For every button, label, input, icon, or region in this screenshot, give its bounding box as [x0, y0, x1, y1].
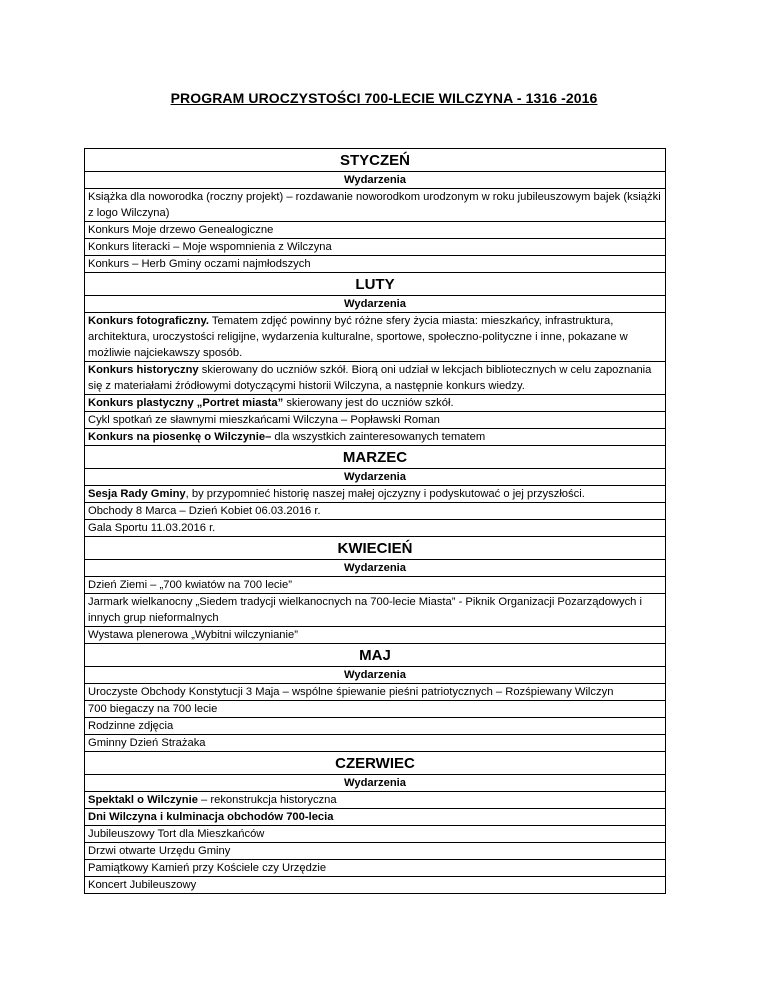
event-row [85, 576, 665, 593]
event-text: Gminny Dzień Strażaka [88, 737, 206, 749]
event-title-bold: Konkurs fotograficzny. [88, 315, 209, 327]
event-text: Cykl spotkań ze sławnymi mieszkańcami Wilczyna – Popławski Roman [88, 414, 440, 426]
event-row [85, 188, 665, 221]
event-row [85, 825, 665, 842]
events-subheading: Wydarzenia [85, 468, 665, 485]
event-text: Konkurs – Herb Gminy oczami najmłodszych [88, 258, 311, 270]
month-heading: STYCZEŃ [339, 152, 410, 169]
month-heading: CZERWIEC [85, 751, 665, 774]
event-row [85, 626, 665, 643]
event-text: Tematem zdjęć powinny być różne sfery życia miasta: mieszkańcy, infrastruktura, architektura, uroczystości religijne, wydarzenia kulturalne, sportowe, społeczno-polityczne i inne, pokazane w możliwie najciekawszy sposób. [88, 315, 628, 359]
month-heading: MARZEC [85, 445, 665, 468]
events-subheading: Wydarzenia [85, 559, 665, 576]
event-row [85, 238, 665, 255]
event-text: Konkurs Moje drzewo Genealogiczne [88, 224, 274, 236]
event-text: dla wszystkich zainteresowanych tematem [271, 431, 486, 443]
event-row [85, 734, 665, 751]
month-section [85, 272, 665, 445]
event-text: Jubileuszowy Tort dla Mieszkańców [88, 828, 265, 840]
event-title-bold: Konkurs plastyczny „Portret miasta” [88, 397, 284, 409]
event-text: , by przypomnieć historię naszej małej ojczyzny i podyskutować o jej przyszłości. [185, 488, 585, 500]
event-text: Konkurs literacki – Moje wspomnienia z Wilczyna [88, 241, 332, 253]
event-text: Uroczyste Obchody Konstytucji 3 Maja – wspólne śpiewanie pieśni patriotycznych – Rozśpiewany Wilczyn [88, 686, 614, 698]
events-subheading: Wydarzenia [85, 295, 665, 312]
event-row [85, 859, 665, 876]
event-text: Rodzinne zdjęcia [88, 720, 174, 732]
event-text: Gala Sportu 11.03.2016 r. [88, 522, 216, 534]
event-text: – rekonstrukcja historyczna [197, 794, 337, 806]
events-subheading: Wydarzenia [85, 666, 665, 683]
month-heading: KWIECIEŃ [85, 536, 665, 559]
month-section [85, 643, 665, 751]
event-text: Pamiątkowy Kamień przy Kościele czy Urzędzie [88, 862, 327, 874]
event-text: skierowany jest do uczniów szkół. [283, 397, 454, 409]
event-text: 700 biegaczy na 700 lecie [88, 703, 218, 715]
event-row [85, 791, 665, 808]
month-section [85, 536, 665, 643]
event-text: Dzień Ziemi – „700 kwiatów na 700 lecie” [88, 579, 292, 591]
event-text: Wystawa plenerowa „Wybitni wilczynianie” [88, 629, 298, 641]
event-text: Drzwi otwarte Urzędu Gminy [88, 845, 231, 857]
event-text: skierowany do uczniów szkół. Biorą oni udział w lekcjach bibliotecznych w celu zapoznania się z materiałami źródłowymi dotyczącymi historii Wilczyna, a następnie konkurs wiedzy. [88, 364, 652, 392]
event-title-bold: Konkurs historyczny [88, 364, 199, 376]
month-section [85, 149, 665, 272]
event-row [85, 255, 665, 272]
event-row [85, 519, 665, 536]
event-row [85, 485, 665, 502]
event-title-bold: Dni Wilczyna i kulminacja obchodów 700-lecia [88, 811, 334, 823]
month-section [85, 445, 665, 536]
month-section [85, 751, 665, 893]
event-row [85, 411, 665, 428]
event-text: Koncert Jubileuszowy [88, 879, 197, 891]
event-text: Książka dla noworodka (roczny projekt) – rozdawanie noworodkom urodzonym w roku jubileuszowym bajek (książki z logo Wilczyna) [88, 191, 661, 219]
document-title: PROGRAM UROCZYSTOŚCI 700-LECIE WILCZYNA - 1316 -2016 [170, 90, 598, 106]
event-row [85, 700, 665, 717]
event-row [85, 808, 665, 825]
event-row [85, 876, 665, 893]
events-subheading: Wydarzenia [85, 774, 665, 791]
events-subheading: Wydarzenia [85, 171, 665, 188]
event-row [85, 717, 665, 734]
event-row [85, 394, 665, 411]
program-table [84, 148, 666, 894]
month-heading: MAJ [85, 643, 665, 666]
event-row [85, 683, 665, 700]
event-title-bold: Sesja Rady Gminy [88, 488, 186, 500]
event-row [85, 593, 665, 626]
event-row [85, 502, 665, 519]
event-row [85, 428, 665, 445]
event-text: Obchody 8 Marca – Dzień Kobiet 06.03.2016 r. [88, 505, 321, 517]
event-row [85, 842, 665, 859]
event-row [85, 221, 665, 238]
event-row [85, 361, 665, 394]
event-text: Jarmark wielkanocny „Siedem tradycji wielkanocnych na 700-lecie Miasta” - Piknik Organizacji Pozarządowych i innych grup nieformalnych [88, 596, 642, 624]
event-title-bold: Spektakl o Wilczynie [88, 794, 198, 806]
event-title-bold: Konkurs na piosenkę o Wilczynie– [88, 431, 272, 443]
month-heading: LUTY [85, 272, 665, 295]
event-row [85, 312, 665, 361]
